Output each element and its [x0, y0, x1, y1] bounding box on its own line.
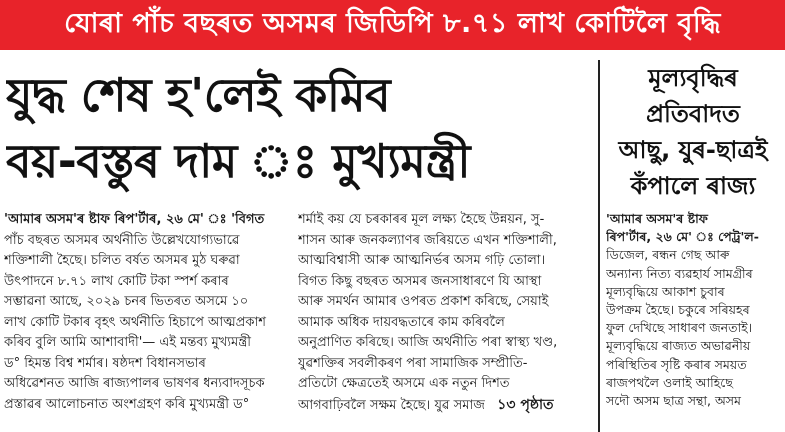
- side-headline-line: আছু, যুৰ-ছাত্ৰই: [618, 136, 768, 164]
- story-line: শৰ্মাই কয় যে চৰকাৰৰ মূল লক্ষ্য হৈছে উন্নয়ন, সু-: [298, 212, 545, 227]
- side-headline-line: প্ৰতিবাদত: [646, 100, 740, 128]
- column-divider: [598, 60, 600, 432]
- main-headline: [6, 62, 591, 194]
- story-last-line: [298, 395, 592, 416]
- headline-line-1: যুদ্ধ শেষ হ'লেই কমিব: [6, 68, 391, 122]
- side-story-line: ডিজেল, ৰন্ধন গেছ আৰু: [606, 247, 730, 263]
- side-story-line: 'আমাৰ অসম'ৰ ষ্টাফ: [606, 211, 708, 226]
- story-line: আগবাঢ়িবলৈ সক্ষম হৈছে। যুৱ সমাজ: [298, 397, 485, 413]
- story-line: প্ৰস্তাৱৰ আলোচনাত অংশগ্ৰহণ কৰি মুখ্যমন্ত্ৰী ড°: [4, 396, 250, 412]
- side-story-line: সদৌ অসম ছাত্ৰ সন্থা, অসম: [606, 392, 741, 408]
- top-banner: [0, 0, 785, 50]
- story-line: যুৱশক্তিৰ সবলীকৰণ পৰা সামাজিক সম্প্ৰীতি-: [298, 355, 528, 371]
- story-line: কৰিব বুলি আমি আশাবাদী'— এই মন্তব্য মুখ্যমন্ত্ৰী: [4, 335, 251, 350]
- story-line: প্ৰতিটো ক্ষেত্ৰতেই অসমে এক নতুন দিশত: [298, 376, 510, 391]
- story-line: আৰু সমৰ্থন আমাৰ ওপৰত প্ৰকাশ কৰিছে, সেয়াই: [298, 294, 549, 309]
- side-story-line: ৰিপ'ৰ্টাৰ, ২৬ মে' ঃ পেট্ৰ'ল-: [606, 229, 759, 245]
- side-story-line: উপক্ৰম হৈছে। চকুৰে সৰিয়হৰ: [606, 301, 750, 317]
- side-story-line: মূল্যবৃদ্ধিয়ে ৰাজ্যত অভাৱনীয়: [606, 338, 751, 354]
- story-line: আমাক অধিক দায়বদ্ধতাৰে কাম কৰিবলৈ: [298, 314, 505, 330]
- side-headline: [606, 60, 780, 204]
- continued-page-link[interactable]: ১৩ পৃষ্ঠাত: [497, 396, 554, 413]
- side-story-line: মূল্যবৃদ্ধিয়ে আকাশ চুবাৰ: [606, 283, 725, 299]
- story-line: উৎপাদনে ৮.৭১ লাখ কোটি টকা স্পৰ্শ কৰাৰ: [4, 273, 229, 289]
- side-headline-line: মূল্যবৃদ্ধিৰ: [648, 64, 738, 92]
- story-line: ড° হিমন্ত বিশ্ব শৰ্মাৰ। ষষ্ঠদশ বিধানসভাৰ: [4, 355, 206, 371]
- main-story-left-column: [4, 210, 291, 415]
- story-line: শাসন আৰু জনকল্যাণৰ জৰিয়তে এখন শক্তিশালী,: [298, 232, 557, 248]
- story-line: আত্মবিশ্বাসী আৰু আত্মনিৰ্ভৰ অসম গঢ়ি তোলা।: [298, 253, 546, 268]
- story-line: পাঁচ বছৰত অসমৰ অৰ্থনীতি উল্লেখযোগ্যভাৱে: [4, 232, 240, 248]
- story-line: শক্তিশালী হৈছে। চলিত বৰ্ষত অসমৰ মুঠ ঘৰুৱা: [4, 253, 240, 268]
- story-line: অনুপ্ৰাণিত কৰিছে। আজি অৰ্থনীতি পৰা স্বাস্থ্য খণ্ড,: [298, 335, 558, 350]
- story-line: অধিৱেশনত আজি ৰাজ্যপালৰ ভাষণৰ ধন্যবাদসূচক: [4, 376, 265, 391]
- side-story-line: অন্যান্য নিত্য ব্যৱহাৰ্য সামগ্ৰীৰ: [606, 265, 753, 281]
- main-story-mid-column: [298, 210, 592, 415]
- story-line: লাখ কোটি টকাৰ বৃহৎ অৰ্থনীতি হিচাপে আত্মপ্ৰকাশ: [4, 314, 266, 330]
- side-story-line: ফুল দেখিছে সাধাৰণ জনতাই।: [606, 320, 753, 336]
- story-line: সম্ভাৱনা আছে, ২০২৯ চনৰ ভিতৰত অসমে ১০: [4, 294, 249, 309]
- headline-line-2: বয়-বস্তুৰ দাম ঃ মুখ্যমন্ত্ৰী: [6, 134, 471, 188]
- side-story-body: [606, 210, 784, 410]
- story-line: বিগত কিছু বছৰত অসমৰ জনসাধাৰণে যি আস্থা: [298, 273, 542, 289]
- side-story-line: পৰিস্থিতিৰ সৃষ্টি কৰাৰ সময়ত: [606, 356, 747, 372]
- banner-text: যোৰা পাঁচ বছৰত অসমৰ জিডিপি ৮.৭১ লাখ কোটিলৈ বৃদ্ধি: [64, 7, 721, 39]
- side-headline-line: কঁপালে ৰাজ্য: [630, 172, 756, 200]
- story-line: 'আমাৰ অসম'ৰ ষ্টাফ ৰিপ'ৰ্টাৰ, ২৬ মে' ঃ 'বিগত: [4, 212, 265, 227]
- side-story-line: ৰাজপথলৈ ওলাই আহিছে: [606, 374, 733, 390]
